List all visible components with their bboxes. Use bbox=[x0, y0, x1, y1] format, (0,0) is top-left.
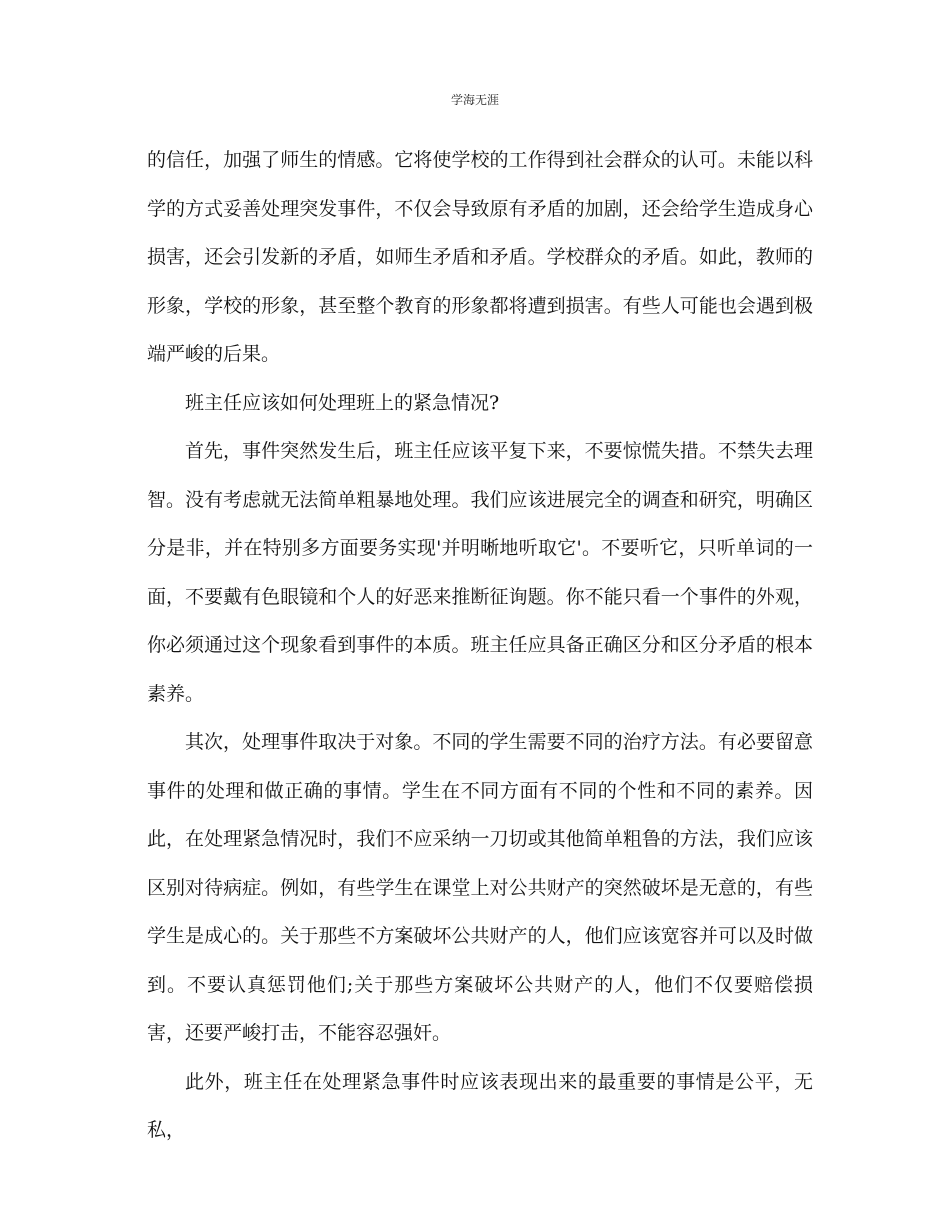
page-header: 学海无涯 bbox=[450, 93, 499, 107]
paragraph-second: 其次，处理事件取决于对象。不同的学生需要不同的治疗方法。有必要留意事件的处理和做正确的事情。学生在不同方面有不同的个性和不同的素养。因此，在处理紧急情况时，我们不应采纳一刀切或其他简单粗鲁的方法，我们应该区别对待病症。例如，有些学生在课堂上对公共财产的突然破坏是无意的，有些学生是成心的。关于那些不方案破坏公共财产的人，他们应该宽容并可以及时做到。不要认真惩罚他们;关于那些方案破坏公共财产的人，他们不仅要赔偿损害，还要严峻打击，不能容忍强奸。 bbox=[147, 731, 813, 1044]
paragraph-1: 的信任，加强了师生的情感。它将使学校的工作得到社会群众的认可。未能以科学的方式妥善处理突发事件，不仅会导致原有矛盾的加剧，还会给学生造成身心损害，还会引发新的矛盾，如师生矛盾和矛盾。学校群众的矛盾。如此，教师的形象，学校的形象，甚至整个教育的形象都将遭到损害。有些人可能也会遇到极端严峻的后果。 bbox=[147, 149, 813, 365]
paragraph-question: 班主任应该如何处理班上的紧急情况? bbox=[185, 391, 500, 414]
document-body bbox=[147, 136, 813, 1155]
paragraph-additionally: 此外，班主任在处理紧急事件时应该表现出来的最重要的事情是公平，无私， bbox=[147, 1070, 813, 1141]
paragraph-first: 首先，事件突然发生后，班主任应该平复下来，不要惊慌失措。不禁失去理智。没有考虑就无法简单粗暴地处理。我们应该进展完全的调查和研究，明确区分是非，并在特别多方面要务实现'并明晰地听取它'。不要听它，只听单词的一面，不要戴有色眼镜和个人的好恶来推断征询题。你不能只看一个事件的外观，你必须通过这个现象看到事件的本质。班主任应具备正确区分和区分矛盾的根本素养。 bbox=[147, 440, 813, 705]
